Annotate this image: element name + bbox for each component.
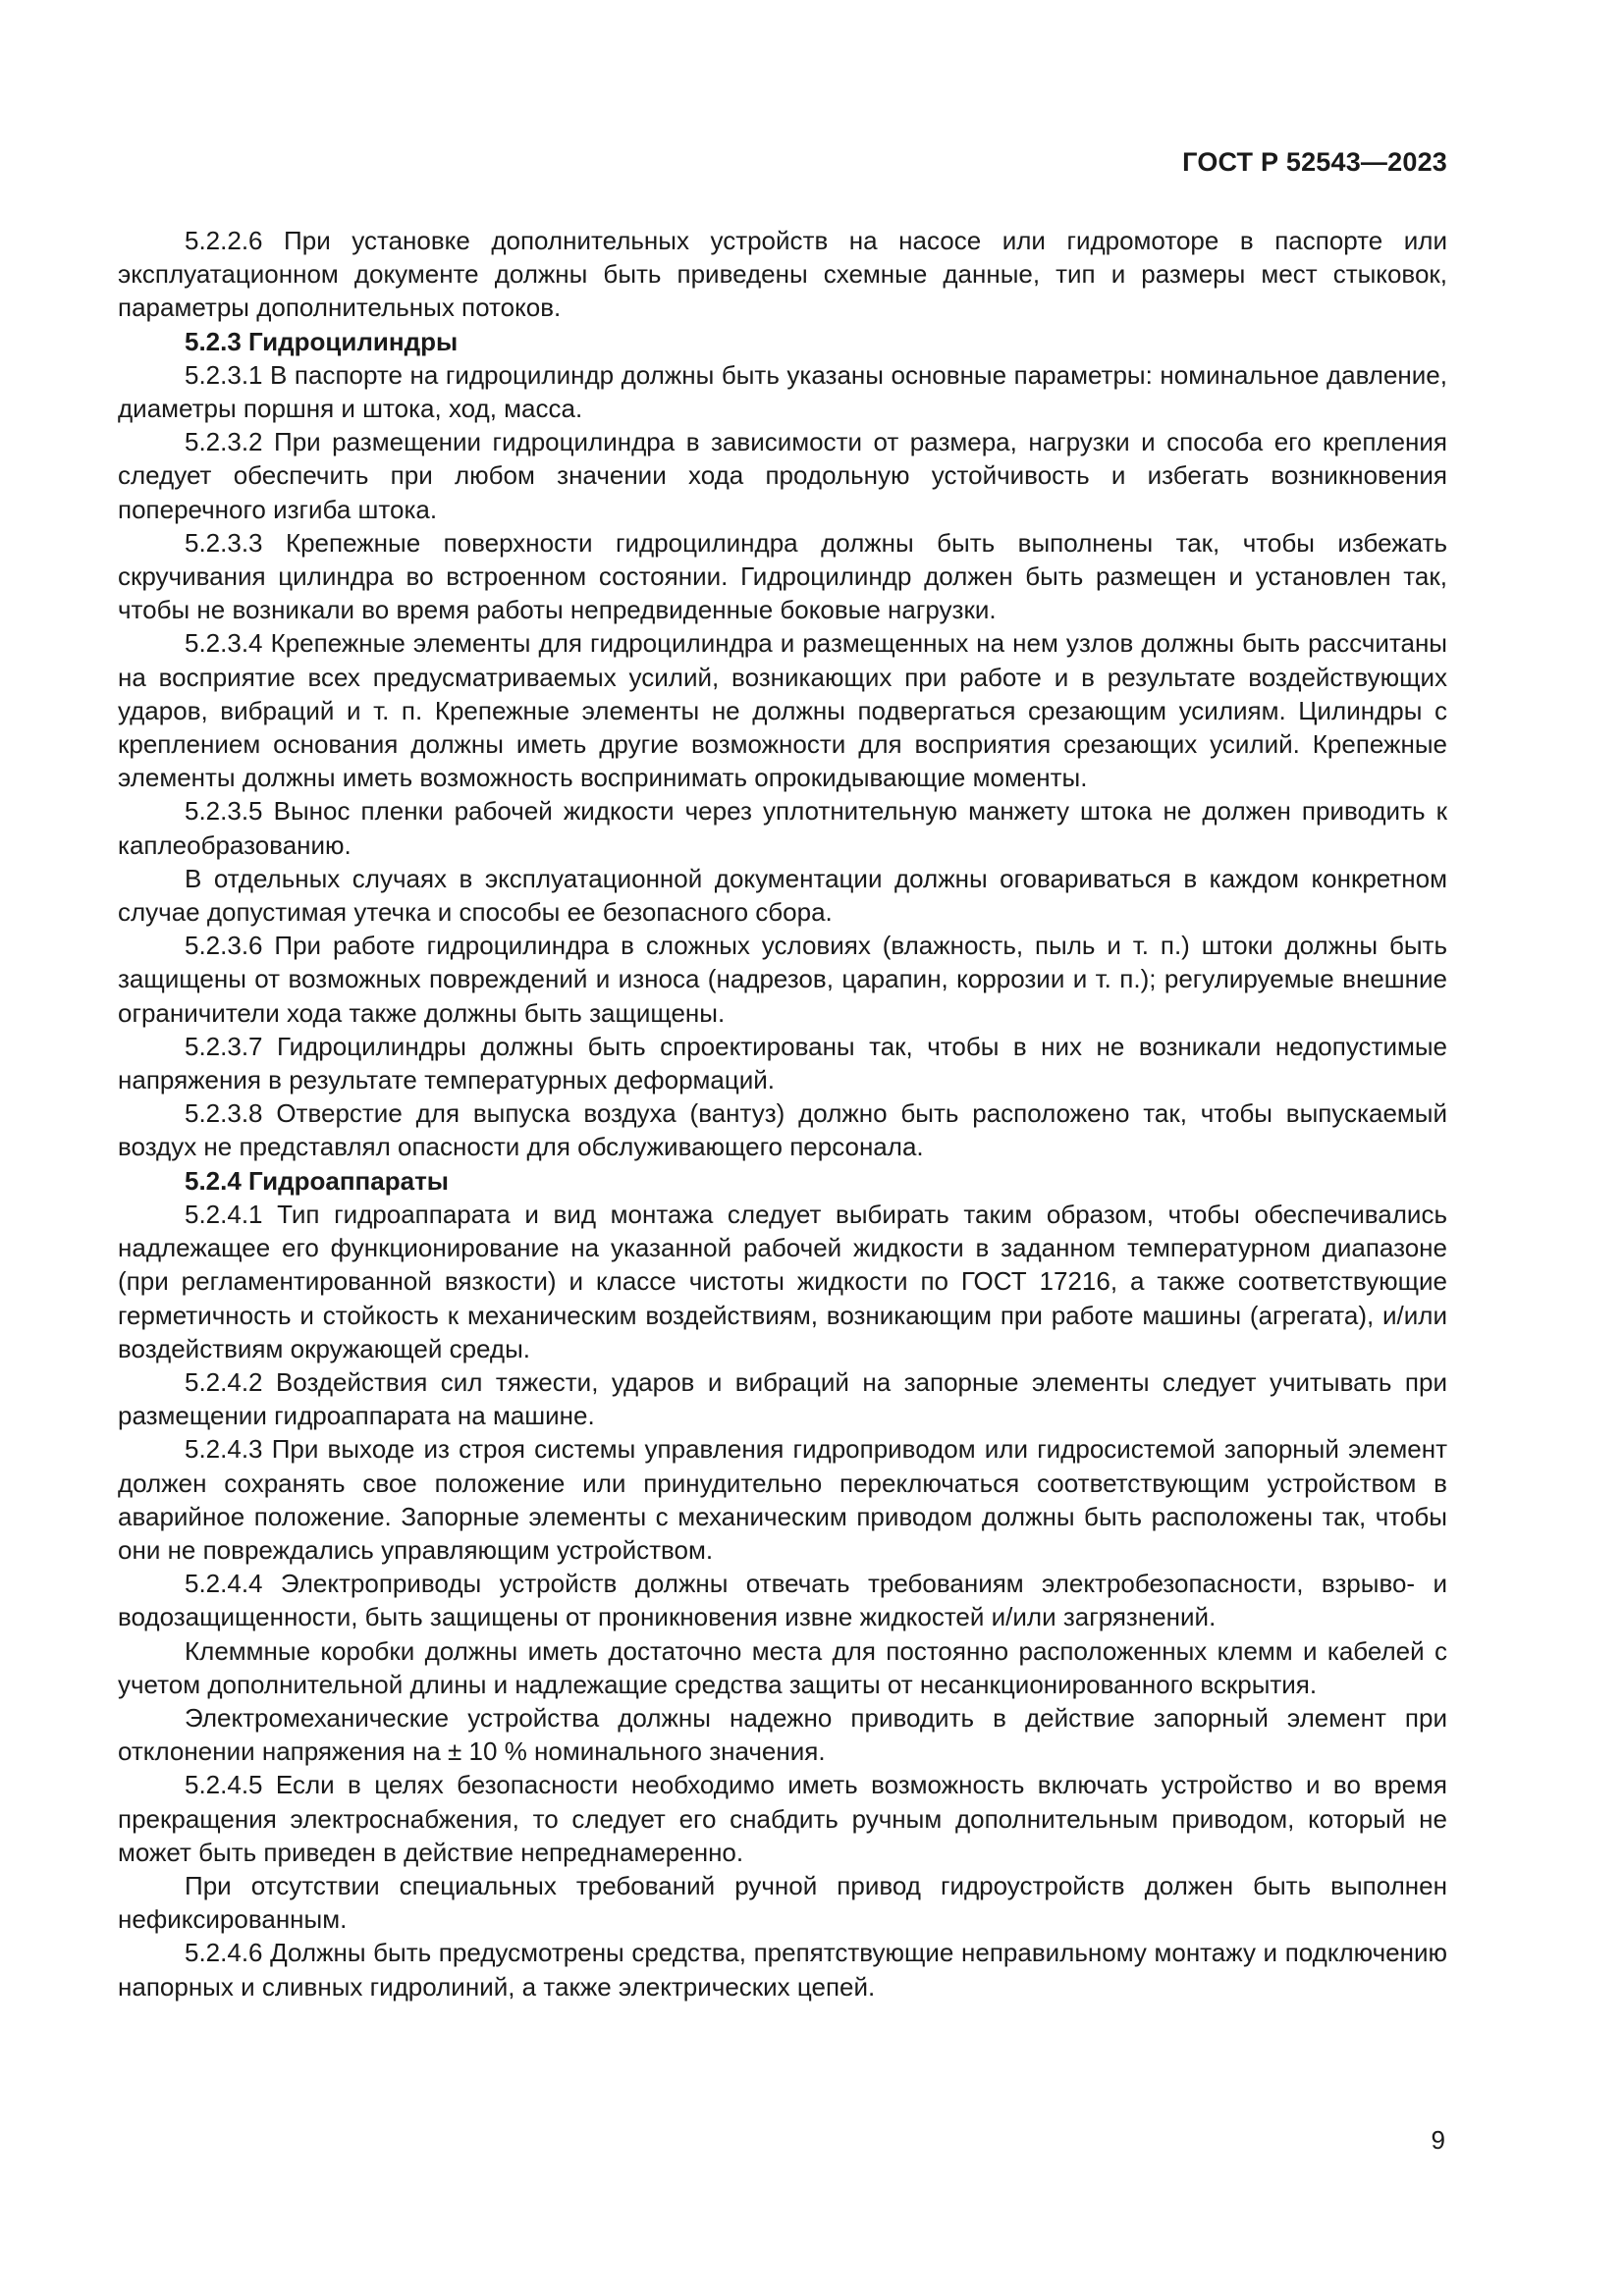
paragraph-5-2-3-8: 5.2.3.8 Отверстие для выпуска воздуха (вантуз) должно быть расположено так, чтобы выпускаемый воздух не представлял опасности для обслуживающего персонала. [118,1098,1447,1162]
paragraph-5-2-4-3: 5.2.4.3 При выходе из строя системы управления гидроприводом или гидросистемой запорный элемент должен сохранять свое положение или принудительно переключаться соответствующим устройством в аварийное положение. Запорные элементы с механическим приводом должны быть расположены так, чтобы они не повреждались управляющим устройством. [118,1434,1447,1565]
paragraph-5-2-3-1: 5.2.3.1 В паспорте на гидроцилиндр должны быть указаны основные параметры: номинальное давление, диаметры поршня и штока, ход, масса. [118,359,1447,424]
section-heading-5-2-3: 5.2.3 Гидроцилиндры [185,326,459,356]
paragraph-5-2-4-2: 5.2.4.2 Воздействия сил тяжести, ударов и вибраций на запорные элементы следует учитывать при размещении гидроаппарата на машине. [118,1366,1447,1431]
paragraph-5-2-3-5: 5.2.3.5 Вынос пленки рабочей жидкости через уплотнительную манжету штока не должен приводить к каплеобразованию. [118,796,1447,860]
paragraph-5-2-3-4: 5.2.3.4 Крепежные элементы для гидроцилиндра и размещенных на нем узлов должны быть рассчитаны на восприятие всех предусматриваемых усилий, возникающих при работе и в результате воздействующих ударов, вибраций и т. п. Крепежные элементы не должны подвергаться срезающим усилиям. Цилиндры с креплением основания должны иметь другие возможности для восприятия срезающих усилий. Крепежные элементы должны иметь возможность воспринимать опрокидывающие моменты. [118,628,1447,793]
paragraph-5-2-3-2: 5.2.3.2 При размещении гидроцилиндра в зависимости от размера, нагрузки и способа его крепления следует обеспечить при любом значении хода продольную устойчивость и избегать возникновения поперечного изгиба штока. [118,427,1447,524]
document-code: ГОСТ Р 52543—2023 [1182,147,1447,177]
paragraph-5-2-3-3: 5.2.3.3 Крепежные поверхности гидроцилиндра должны быть выполнены так, чтобы избежать скручивания цилиндра во встроенном состоянии. Гидроцилиндр должен быть размещен и установлен так, чтобы не возникали во время работы непредвиденные боковые нагрузки. [118,527,1447,625]
paragraph-5-2-4-4: 5.2.4.4 Электроприводы устройств должны отвечать требованиям электробезопасности, взрыво- и водозащищенности, быть защищены от проникновения извне жидкостей и/или загрязнений. [118,1569,1447,1632]
paragraph-electromechanical: Электромеханические устройства должны надежно приводить в действие запорный элемент при отклонении напряжения на ± 10 % номинального значения. [118,1702,1447,1767]
paragraph-5-2-3-7: 5.2.3.7 Гидроцилиндры должны быть спроектированы так, чтобы в них не возникали недопустимые напряжения в результате температурных деформаций. [118,1031,1447,1095]
paragraph-terminal-boxes: Клеммные коробки должны иметь достаточно места для постоянно расположенных клемм и кабелей с учетом дополнительной длины и надлежащие средства защиты от несанкционированного вскрытия. [118,1635,1447,1699]
paragraph-5-2-3-5-note: В отдельных случаях в эксплуатационной документации должны оговариваться в каждом конкретном случае допустимая утечка и способы ее безопасного сбора. [118,863,1447,928]
paragraph-5-2-3-6: 5.2.3.6 При работе гидроцилиндра в сложных условиях (влажность, пыль и т. п.) штоки должны быть защищены от возможных повреждений и износа (надрезов, царапин, коррозии и т. п.); регулируемые внешние ограничители хода также должны быть защищены. [118,931,1447,1028]
paragraph-5-2-4-5: 5.2.4.5 Если в целях безопасности необходимо иметь возможность включать устройство и во время прекращения электроснабжения, то следует его снабдить ручным дополнительным приводом, который не может быть приведен в действие непреднамеренно. [118,1770,1447,1867]
paragraph-5-2-4-6: 5.2.4.6 Должны быть предусмотрены средства, препятствующие неправильному монтажу и подключению напорных и сливных гидролиний, а также электрических цепей. [118,1938,1447,2002]
paragraph-5-2-2-6: 5.2.2.6 При установке дополнительных устройств на насосе или гидромоторе в паспорте или эксплуатационном документе должны быть приведены схемные данные, тип и размеры мест стыковок, параметры дополнительных потоков. [118,226,1447,323]
page-number: 9 [1431,2125,1445,2155]
document-body [118,224,1447,2003]
paragraph-manual-drive: При отсутствии специальных требований ручной привод гидроустройств должен быть выполнен нефиксированным. [118,1870,1447,1935]
section-heading-5-2-4: 5.2.4 Гидроаппараты [185,1165,450,1196]
paragraph-5-2-4-1: 5.2.4.1 Тип гидроаппарата и вид монтажа следует выбирать таким образом, чтобы обеспечивались надлежащее его функционирование на указанной рабочей жидкости в заданном температурном диапазоне (при регламентированной вязкости) и классе чистоты жидкости по ГОСТ 17216, а также соответствующие герметичность и стойкость к механическим воздействиям, возникающим при работе машины (агрегата), и/или воздействиям окружающей среды. [118,1199,1447,1363]
